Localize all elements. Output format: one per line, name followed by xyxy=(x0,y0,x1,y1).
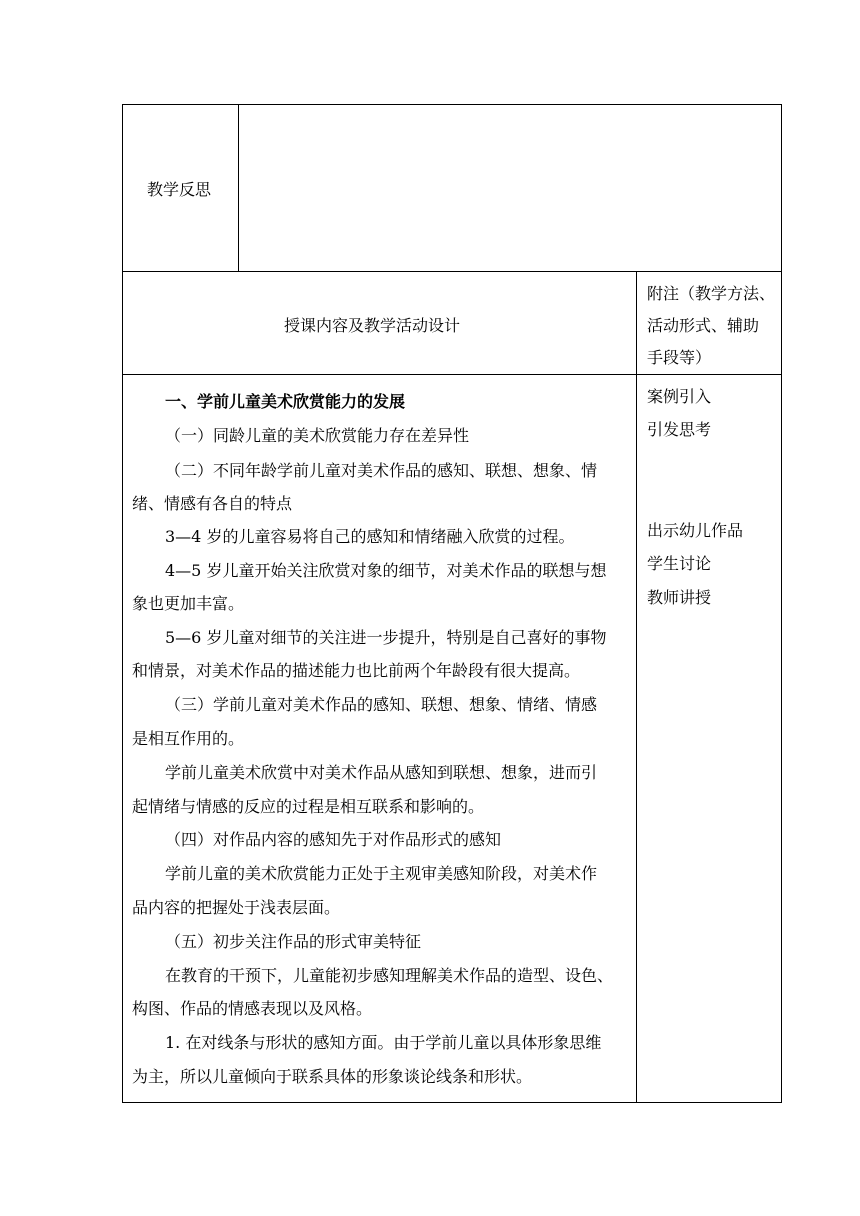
note-item: 学生讨论 xyxy=(647,554,712,573)
content-line: （四）对作品内容的感知先于对作品形式的感知 xyxy=(165,830,502,849)
content-line: 起情绪与情感的反应的过程是相互联系和影响的。 xyxy=(132,797,485,816)
content-line: （二）不同年龄学前儿童对美术作品的感知、联想、想象、情 xyxy=(165,461,598,480)
reflection-content-area[interactable] xyxy=(239,105,781,271)
note-item: 引发思考 xyxy=(647,420,712,439)
content-line: （一）同龄儿童的美术欣赏能力存在差异性 xyxy=(165,426,470,445)
note-item: 案例引入 xyxy=(647,387,712,406)
table-left-border xyxy=(122,104,123,1103)
content-line: 学前儿童美术欣赏中对美术作品从感知到联想、想象，进而引 xyxy=(165,763,598,782)
content-line: 4—5 岁儿童开始关注欣赏对象的细节，对美术作品的联想与想 xyxy=(165,561,607,580)
notes-column-divider xyxy=(636,271,637,1103)
content-line: 象也更加丰富。 xyxy=(132,594,245,613)
content-line: 为主，所以儿童倾向于联系具体的形象谈论线条和形状。 xyxy=(132,1067,533,1086)
content-line: 在教育的干预下，儿童能初步感知理解美术作品的造型、设色、 xyxy=(165,966,614,985)
main-column-header: 授课内容及教学活动设计 xyxy=(284,316,461,335)
section-heading: 一、学前儿童美术欣赏能力的发展 xyxy=(165,392,406,411)
content-line: 是相互作用的。 xyxy=(132,729,245,748)
row-divider-1 xyxy=(122,271,782,272)
content-line: 学前儿童的美术欣赏能力正处于主观审美感知阶段，对美术作 xyxy=(165,864,598,883)
content-line: （三）学前儿童对美术作品的感知、联想、想象、情绪、情感 xyxy=(165,695,598,714)
table-bottom-border xyxy=(122,1102,782,1103)
content-line: （五）初步关注作品的形式审美特征 xyxy=(165,932,422,951)
notes-header-line-1: 附注（教学方法、 xyxy=(647,284,776,303)
table-right-border xyxy=(781,104,782,1103)
notes-header-line-3: 手段等） xyxy=(647,348,712,367)
notes-header-line-2: 活动形式、辅助 xyxy=(647,316,760,335)
content-line: 绪、情感有各自的特点 xyxy=(132,494,293,513)
reflection-label: 教学反思 xyxy=(147,180,212,199)
content-line: 构图、作品的情感表现以及风格。 xyxy=(132,999,373,1018)
content-line: 和情景，对美术作品的描述能力也比前两个年龄段有很大提高。 xyxy=(132,661,581,680)
note-item: 教师讲授 xyxy=(647,588,712,607)
note-item: 出示幼儿作品 xyxy=(647,521,744,540)
content-line: 品内容的把握处于浅表层面。 xyxy=(132,898,341,917)
content-line: 1. 在对线条与形状的感知方面。由于学前儿童以具体形象思维 xyxy=(165,1033,602,1052)
content-line: 3—4 岁的儿童容易将自己的感知和情绪融入欣赏的过程。 xyxy=(165,527,575,546)
content-line: 5—6 岁儿童对细节的关注进一步提升，特别是自己喜好的事物 xyxy=(165,628,607,647)
row-divider-2 xyxy=(122,374,782,375)
